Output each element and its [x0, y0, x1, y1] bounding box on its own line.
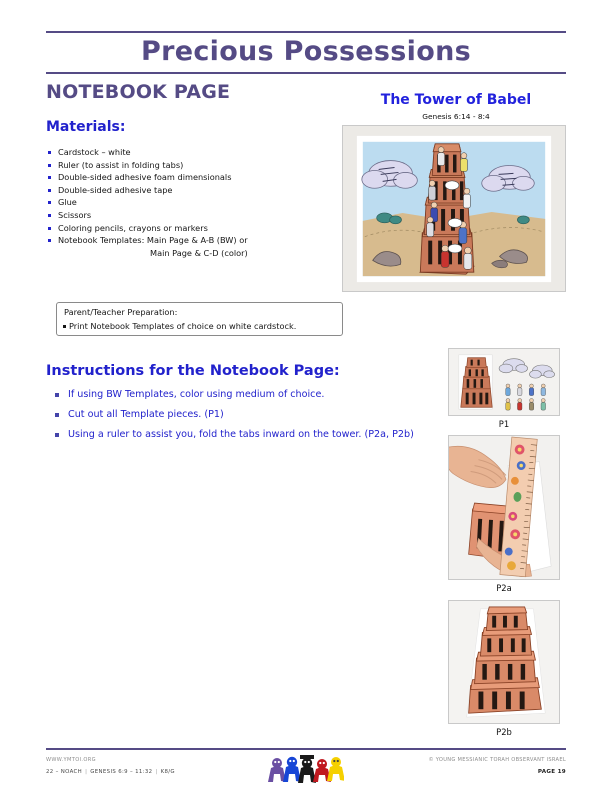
list-item-continuation: Main Page & C-D (color) [150, 247, 248, 258]
materials-heading: Materials: [46, 119, 126, 135]
footer-portion: 22 – NOACH [46, 769, 83, 775]
list-item: Notebook Templates: Main Page & A-B (BW) or [46, 234, 346, 247]
footer-website-url[interactable]: WWW.YMTOI.ORG [46, 757, 96, 763]
footer-separator-1: | [85, 769, 88, 775]
photo-cut-template-pieces [448, 348, 560, 416]
list-item: Scissors [46, 209, 346, 222]
instructions-list [52, 388, 432, 448]
list-item: Cardstock – white [46, 146, 346, 159]
photo-caption-p2a: P2a [496, 583, 512, 593]
footer-rule [46, 748, 566, 750]
instructions-heading: Instructions for the Notebook Page: [46, 363, 340, 379]
preparation-title: Parent/Teacher Preparation: [64, 307, 178, 317]
feature-verse-reference: Genesis 6:14 - 8:4 [422, 112, 490, 121]
main-craft-illustration [343, 126, 565, 291]
photo-folded-tower [448, 600, 560, 724]
list-item: Double-sided adhesive tape [46, 184, 346, 197]
footer-grade-level: K8/G [160, 769, 175, 775]
list-item: If using BW Templates, color using medium of choice. [52, 388, 432, 401]
photo-main-tower-craft [342, 125, 566, 292]
list-item: Cut out all Template pieces. (P1) [52, 408, 432, 421]
list-item: Ruler (to assist in folding tabs) [46, 159, 346, 172]
list-item: Glue [46, 196, 346, 209]
footer-page-number: PAGE 19 [537, 769, 566, 775]
list-item: Using a ruler to assist you, fold the tabs inward on the tower. (P2a, P2b) [52, 428, 432, 441]
logo-figures-icon [268, 753, 344, 787]
list-item: Double-sided adhesive foam dimensionals [46, 171, 346, 184]
footer-copyright: © YOUNG MESSIANIC TORAH OBSERVANT ISRAEL [428, 757, 566, 763]
materials-list [46, 146, 346, 259]
footer-scripture-reference: GENESIS 6:9 – 11:32 [90, 769, 153, 775]
list-item: Coloring pencils, crayons or markers [46, 222, 346, 235]
page-title: Precious Possessions [141, 36, 471, 67]
ymtoi-logo [268, 753, 344, 787]
photo-caption-p1: P1 [498, 419, 510, 429]
photo-folding-tabs-with-ruler [448, 435, 560, 580]
p1-illustration [449, 349, 559, 415]
p2b-illustration [449, 601, 559, 723]
footer-separator-2: | [155, 769, 158, 775]
section-title: NOTEBOOK PAGE [46, 81, 231, 103]
preparation-item: Print Notebook Templates of choice on white cardstock. [69, 321, 297, 331]
parent-teacher-preparation-box [56, 302, 343, 336]
header-rule-bottom [46, 72, 566, 74]
footer-portion-reference [46, 769, 175, 775]
p2a-illustration [449, 436, 559, 579]
photo-caption-p2b: P2b [496, 727, 512, 737]
feature-title: The Tower of Babel [380, 92, 532, 108]
